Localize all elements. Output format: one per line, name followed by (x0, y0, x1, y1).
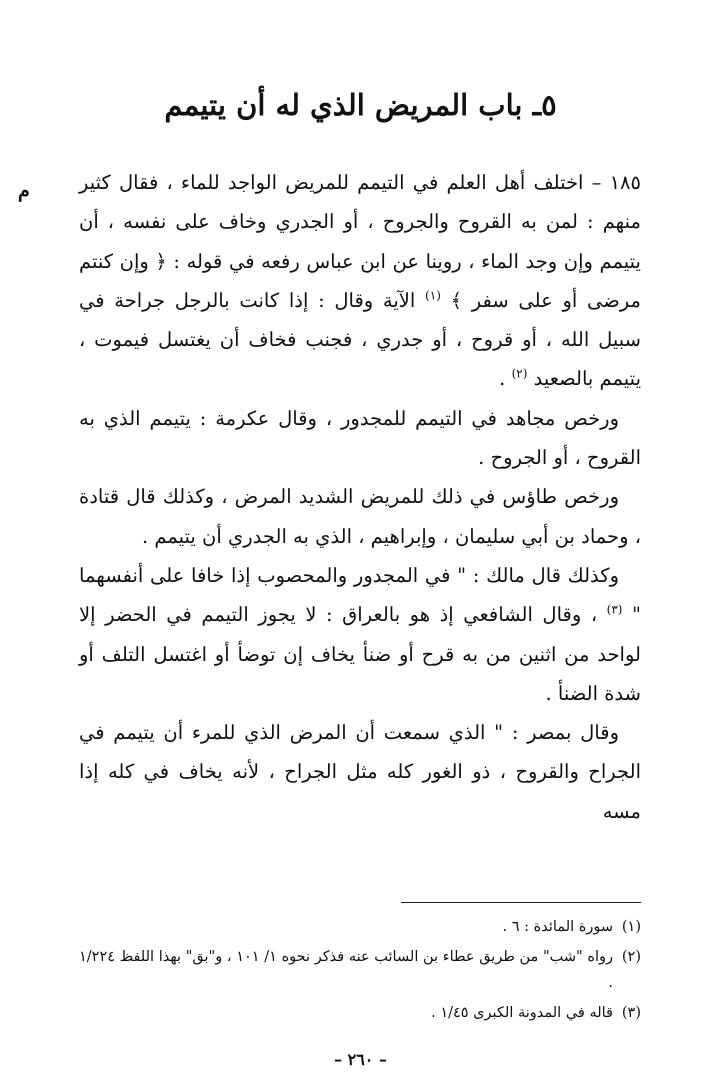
footnote-1 (79, 914, 641, 940)
body-text (79, 163, 641, 831)
chapter-title: ٥ـ باب المريض الذي له أن يتيمم (164, 88, 557, 122)
margin-label: م (18, 180, 30, 202)
footnote-text: رواه "شب" من طريق عطاء بن السائب عنه فذكر نحوه ١/ ١٠١ ، و"بق" بهذا اللفظ ١/٢٢٤ . (79, 949, 613, 991)
footnote-number: (٢) (621, 949, 641, 965)
footnote-text: سورة المائدة : ٦ . (502, 919, 613, 935)
footnote-2 (79, 944, 641, 996)
footnote-text: قاله في المدونة الكبرى ١/٤٥ . (431, 1005, 613, 1021)
paragraph-3 (79, 477, 641, 556)
paragraph-text: الآية وقال : إذا كانت بالرجل جراحة في سبيل الله ، أو قروح ، أو جدري ، فجنب فخاف أن يغتسل فيموت ، يتيمم بالصعيد (79, 288, 641, 391)
paragraph-4 (79, 556, 641, 713)
footnote-ref-2: (٢) (511, 366, 528, 381)
paragraph-text: ١٨٥ – اختلف أهل العلم في التيمم للمريض الواجد للماء ، فقال كثير منهم : لمن به القروح والجروح ، أو الجدري وخاف على نفسه ، أن يتيمم وإن وجد الماء ، روينا عن ابن عباس رفعه في قوله : ﴿ وإن كنتم مرضى أو على سفر ﴾ (79, 171, 642, 312)
paragraph-1 (79, 163, 641, 399)
paragraph-text: وقال بمصر : " الذي سمعت أن المرض الذي للمرء أن يتيمم في الجراح والقروح ، ذو الغور كله مثل الجراح ، لأنه يخاف في كله إذا مسه (79, 721, 641, 823)
paragraph-2 (79, 399, 641, 478)
paragraph-text: ورخص مجاهد في التيمم للمجدور ، وقال عكرمة : يتيمم الذي به القروح ، أو الجروح . (79, 406, 641, 470)
footnote-ref-1: (١) (425, 288, 441, 303)
footnotes (79, 910, 641, 1030)
paragraph-5 (79, 713, 641, 831)
footnote-ref-3: (٣) (606, 602, 623, 617)
paragraph-text: . (499, 367, 512, 391)
footnote-3 (79, 1000, 641, 1026)
footnote-divider (401, 902, 641, 903)
paragraph-text: ورخص طاؤس في ذلك للمريض الشديد المرض ، وكذلك قال قتادة ، وحماد بن أبي سليمان ، وإبراهيم ، الذي به الجدري أن يتيمم . (79, 485, 641, 548)
paragraph-text: وكذلك قال مالك : " في المجدور والمحصوب إذا خافا على أنفسهما " (79, 563, 641, 627)
footnote-number: (٣) (621, 1005, 641, 1021)
paragraph-text: ، وقال الشافعي إذ هو بالعراق : لا يجوز التيمم في الحضر إلا لواحد من اثنين من به قرح أو ضنأ يخاف إن توضأ أو اغتسل التلف أو شدة الضنأ . (79, 603, 641, 705)
page-number: – ٢٦٠ – (334, 1050, 387, 1069)
footnote-number: (١) (621, 919, 641, 935)
